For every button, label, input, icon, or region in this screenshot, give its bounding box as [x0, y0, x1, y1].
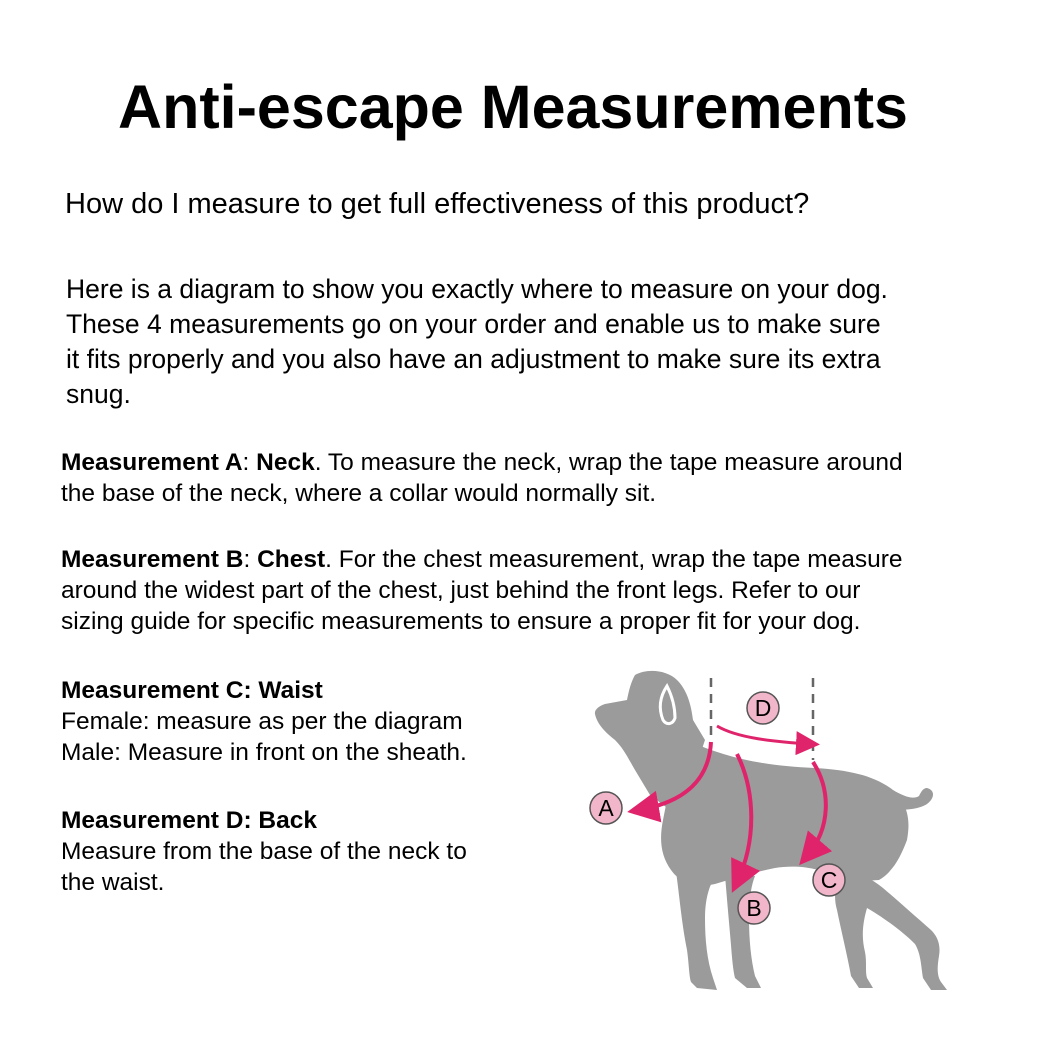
measurement-a-sep: :: [242, 449, 257, 476]
measurement-a-text: . To measure the neck, wrap the tape measure around: [314, 449, 903, 476]
badge-b: [738, 892, 770, 924]
measurement-b-line-3: sizing guide for specific measurements to ensure a proper fit for your dog.: [61, 608, 861, 635]
badge-c: [813, 864, 845, 896]
measurement-a-line-2: the base of the neck, where a collar would normally sit.: [61, 480, 657, 507]
measurement-a-section: [61, 447, 1021, 509]
measurement-b-label: Measurement B: [61, 546, 244, 573]
dog-measurement-diagram: [575, 660, 955, 1000]
measurement-d-line-2: the waist.: [61, 869, 165, 896]
measurement-b-text: . For the chest measurement, wrap the tape measure: [325, 546, 903, 573]
measurement-c-heading: Measurement C: Waist: [61, 677, 323, 704]
measurement-c-line-2: Male: Measure in front on the sheath.: [61, 739, 467, 766]
measurement-b-part: Chest: [257, 546, 326, 573]
intro-line: snug.: [66, 379, 131, 409]
intro-paragraph: [66, 272, 996, 412]
badge-b-label: B: [746, 895, 762, 921]
measurement-d-heading: Measurement D: Back: [61, 807, 317, 834]
badge-a-label: A: [598, 795, 614, 821]
intro-line: These 4 measurements go on your order and enable us to make sure: [66, 309, 881, 339]
page-title: Anti-escape Measurements: [118, 73, 908, 141]
badge-a: [590, 792, 622, 824]
measurement-d-line-1: Measure from the base of the neck to: [61, 838, 467, 865]
measurement-b-section: [61, 544, 1021, 637]
intro-line: it fits properly and you also have an adjustment to make sure its extra: [66, 344, 881, 374]
measurement-c-section: [61, 675, 541, 768]
measurement-b-line-2: around the widest part of the chest, just behind the front legs. Refer to our: [61, 577, 861, 604]
badge-d: [747, 692, 779, 724]
measurement-b-line-1: [61, 544, 1021, 575]
arrow-back-d: [717, 726, 811, 744]
intro-line: Here is a diagram to show you exactly where to measure on your dog.: [66, 274, 888, 304]
measurement-a-label: Measurement A: [61, 449, 243, 476]
measurement-d-section: [61, 805, 541, 898]
measurement-b-sep: :: [243, 546, 258, 573]
question-heading: How do I measure to get full effectiveness of this product?: [65, 188, 810, 220]
measurement-c-line-1: Female: measure as per the diagram: [61, 708, 463, 735]
measurement-a-line-1: [61, 447, 1021, 478]
badge-c-label: C: [820, 867, 838, 893]
measurement-a-part: Neck: [256, 449, 315, 476]
badge-d-label: D: [754, 695, 772, 721]
